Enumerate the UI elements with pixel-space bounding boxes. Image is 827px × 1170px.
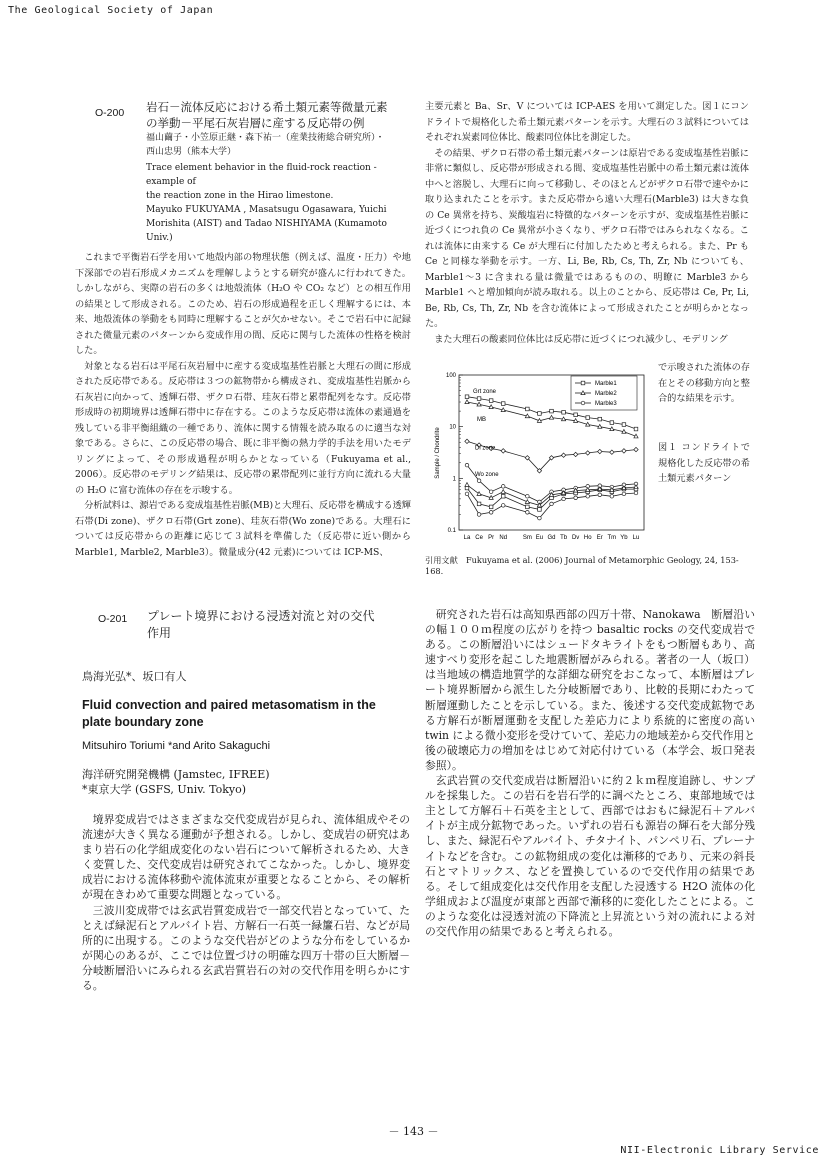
- authors-en: Morishita (AIST) and Tadao NISHIYAMA (Kumamoto Univ.): [146, 219, 387, 243]
- data-point: [561, 453, 565, 457]
- paragraph: その結果、ザクロ石帯の希土類元素パターンは原岩である変成塩基性岩脈に非常に類似し、反応帯が形成される間、変成塩基性岩脈中の希土類元素は流体中へと溶脱し、大理石に向って移動し、そのほとんどがザクロ石帯で速やかに取り込まれたことを示す。また反応帯から遠い大理石(Marble3) は大きな負の Ce 異常を持ち、炭酸塩岩に特徴的なパターンを示すが、変成塩基性岩脈に近づくにつれ負の Ce 異常が小さくなり、ザクロ石帯ではみられなくなる。これは流体に由来する Ce が大理石に付加したためと考えられる。また、Pr も Ce と同様な挙動を示す。一方、Li, Be, Rb, Cs, Th, Zr, Nb についても、Marble1～3 に含まれる量は微量ではあるものの、明瞭に Marble3 から Marble1 へと増加傾向が読み取れる。以上のことから、反応帯は Ce, Pr, Li, Be, Rb, Cs, Th, Zr, Nb を含む流体によって形成されたことが明らかとなった。: [425, 147, 749, 329]
- x-tick-label: Yb: [620, 535, 628, 541]
- data-point: [634, 491, 638, 495]
- x-tick-label: Lu: [632, 535, 640, 541]
- title-jp-line: プレート境界における浸透対流と対の交代: [147, 609, 375, 623]
- data-point: [465, 492, 469, 496]
- data-point: [465, 395, 469, 399]
- affiliation: *東京大学 (GSFS, Univ. Tokyo): [82, 783, 247, 796]
- data-point: [526, 407, 530, 411]
- data-point: [501, 449, 505, 453]
- data-point: [501, 402, 505, 406]
- paragraph: 玄武岩質の交代変成岩は断層沿いに約２ｋｍ程度追跡し、サンプルを採集した。この岩石を岩石学的に調べたところ、東部地域では主として方解石＋石英を主として、西部ではおもに緑泥石＋アルバイトが主成分鉱物であった。いずれの岩石も源岩の輝石を大部分残し、また、緑泥石やアルバイト、チタナイト、パンペリ石、プレーナイトなどを含む。この鉱物組成の変化は漸移的であり、元来の斜長石とマトリックス、などを置換しているので交代作用の結果である。そして組成変化は交代作用を支配した浸透する H2O 流体の化学組成および温度が東部と西部で漸移的に変化したことによる。このような変化は浸透対流の下降流と上昇流という対の流れによる対の交代作用の結果であると考えられる。: [425, 774, 755, 938]
- x-tick-label: Ho: [583, 535, 592, 541]
- paragraph: 研究された岩石は高知県西部の四万十帯、Nanokawa 断層沿いの幅１００ｍ程度の広がりを持つ basaltic rocks の交代変成岩である。この断層沿いにはシュードタキライトをもつ断層もあり、高速すべり変形を起こした地震断層がみられる。著者の一人（坂口）は当地域の構造地質学的な詳細な研究をおこなって、本断層はプレート境界断層から派生した分岐断層であり、比較的長期にわたって断層運動したことを示している。また、後述する交代変成鉱物である方解石が断層運動を支配した差応力により系統的に密度の高い twin による微小変形を受けていて、差応力の地域差から交代作用と後の破壊応力の増加をはじめて対応付けている（本学会、坂口発表参照）。: [425, 608, 755, 772]
- y-tick-label: 1: [452, 476, 456, 483]
- data-point: [477, 479, 481, 483]
- y-tick-label: 10: [449, 424, 456, 431]
- x-tick-label: Nd: [499, 535, 508, 541]
- legend-entry: Marble2: [595, 391, 617, 397]
- data-point: [501, 494, 505, 498]
- data-point: [489, 511, 493, 515]
- x-tick-label: Tb: [560, 535, 568, 541]
- title-jp-line: の挙動－平尾石灰岩層に産する反応帯の例: [146, 116, 365, 130]
- data-point: [573, 452, 577, 456]
- data-point: [465, 483, 469, 487]
- zone-label: Wo zone: [475, 472, 499, 479]
- left-column-body: [82, 812, 410, 993]
- data-point: [526, 505, 530, 509]
- library-footer: NII-Electronic Library Service: [620, 1145, 819, 1156]
- authors-en: Mitsuhiro Toriumi *and Arito Sakaguchi: [82, 740, 271, 752]
- legend-entry: Marble3: [595, 401, 617, 407]
- paragraph: 分析試料は、源岩である変成塩基性岩脈(MB)と大理石、反応帯を構成する透輝石帯(Di zone)、ザクロ石帯(Grt zone)、珪灰石帯(Wo zone)である。大理石については反応帯からの距離に応じて３試料を準備した（反応帯に近い側から Marble1, Marble2, Marble3）。微量成分(42 元素)については ICP-MS、: [75, 500, 411, 558]
- x-tick-label: Er: [596, 535, 603, 541]
- data-point: [549, 415, 553, 419]
- paragraph: 主要元素と Ba、Sr、V については ICP-AES を用いて測定した。図１にコンドライトで規格化した希土類元素パターンを示す。大理石の３試料については それぞれ炭素同位体比、酸素同位体比を測定した。: [425, 101, 749, 143]
- data-point: [598, 493, 602, 497]
- y-axis-ticks: [446, 373, 463, 534]
- title-en: Trace element behavior in the fluid-rock reaction - example of: [146, 163, 377, 187]
- title-en-line: plate boundary zone: [82, 715, 204, 729]
- paragraph: で示唆された流体の存在とその移動方向と整合的な結果を示す。: [658, 362, 750, 404]
- affiliations: [82, 767, 270, 797]
- figure-caption: [658, 440, 750, 487]
- series-lines: [465, 395, 638, 520]
- data-point: [501, 504, 505, 508]
- data-point: [477, 397, 481, 401]
- data-point: [574, 413, 578, 417]
- ree-chart: [425, 365, 655, 550]
- page-number: － 143 －: [388, 1125, 439, 1138]
- affiliation: 海洋研究開発機構 (Jamstec, IFREE): [82, 768, 270, 781]
- y-axis-label: Sample / Chondrite: [435, 427, 441, 479]
- title-en-line: Fluid convection and paired metasomatism in the: [82, 698, 376, 712]
- paragraph: 対象となる岩石は平尾石灰岩層中に産する変成塩基性岩脈と大理石の間に形成された反応帯である。反応帯は３つの鉱物帯から構成され、変成塩基性岩脈から石灰岩に向かって、透輝石帯、ザクロ石帯、珪灰石帯と累帯配列をなす。反応帯形成時の初期境界は透輝石帯中に存在する。このような反応帯は流体の素通過を残している非平衡組織の一種であり、流体に関する情報を読み取るのに適当な対象である。さらに、この反応帯の場合、既に非平衡の熱力学的手法を用いたモデリングによって、その形成過程が明らかとなっている（Fukuyama et al., 2006）。反応帯のモデリング結果は、反応帯の累帯配列に並行方向に流れる大量の H₂O に富む流体の存在を示唆する。: [75, 360, 411, 496]
- data-point: [465, 463, 469, 467]
- data-point: [634, 427, 638, 431]
- title-jp-line: 岩石－流体反応における希土類元素等微量元素: [146, 100, 388, 114]
- x-tick-label: Sm: [522, 535, 532, 541]
- x-tick-label: Eu: [535, 535, 544, 541]
- title-jp-line: 作用: [147, 626, 172, 640]
- data-point: [526, 494, 530, 498]
- data-point: [581, 401, 585, 405]
- series-line: [465, 439, 638, 473]
- data-point: [598, 417, 602, 421]
- data-point: [586, 416, 590, 420]
- data-point: [610, 421, 614, 425]
- left-column-body: [75, 250, 411, 560]
- society-header: The Geological Society of Japan: [8, 5, 214, 16]
- data-point: [465, 400, 469, 404]
- data-point: [581, 381, 585, 385]
- zone-label: Di zone: [475, 445, 496, 452]
- data-point: [489, 399, 493, 403]
- data-point: [526, 511, 530, 515]
- data-point: [610, 450, 614, 454]
- caption-text: 図１ コンドライトで規格化した反応帯の希土類元素パターン: [658, 442, 750, 484]
- x-axis-ticks: [464, 535, 640, 541]
- data-point: [489, 505, 493, 509]
- data-point: [622, 492, 626, 496]
- title-en: the reaction zone in the Hirao limestone.: [146, 191, 334, 201]
- data-point: [622, 423, 626, 427]
- abstract-number: O-201: [98, 613, 128, 625]
- data-point: [622, 449, 626, 453]
- right-column-body: [425, 99, 749, 347]
- x-tick-label: Ce: [475, 535, 483, 541]
- zone-label: MB: [477, 416, 486, 423]
- x-tick-label: Dv: [571, 535, 580, 541]
- data-point: [501, 490, 505, 494]
- data-point: [477, 492, 481, 496]
- data-point: [538, 508, 542, 512]
- data-point: [634, 447, 638, 451]
- y-tick-label: 0.1: [447, 528, 456, 534]
- abstract-heading: [146, 99, 406, 245]
- data-point: [465, 486, 469, 490]
- chart-annotations: [473, 389, 499, 478]
- data-point: [477, 513, 481, 517]
- authors-en: Mayuko FUKUYAMA , Masatsugu Ogasawara, Yuichi: [146, 205, 387, 215]
- data-point: [477, 502, 481, 506]
- abstract-heading: [147, 608, 412, 642]
- paragraph: また大理石の酸素同位体比は反応帯に近づくにつれ減少し、モデリング: [434, 333, 728, 345]
- data-point: [562, 410, 566, 414]
- data-point: [501, 485, 505, 489]
- chart-legend: [571, 376, 637, 410]
- paragraph: 境界変成岩ではさまざまな交代変成岩が見られ、流体組成やその流速が大きく異なる運動が予想される。しかし、変成岩の研究はあまり岩石の化学組成変化のない岩石について解析されるため、大きく変質した、交代変成岩は研究されてこなかった。しかし、境界変成岩における流体移動や流体流束が重要となることから、その解析が現在きわめて重要な問題となっている。: [82, 813, 410, 902]
- data-point: [538, 412, 542, 416]
- x-tick-label: La: [463, 535, 471, 541]
- reference: 引用文献 Fukuyama et al. (2006) Journal of Metamorphic Geology, 24, 153-168.: [425, 555, 739, 576]
- paragraph: 三波川変成帯では玄武岩質変成岩で一部交代岩となっていて、たとえば緑泥石とアルバイト岩、方解石一石英一緑簾石岩、などが局所的に出現する。このような交代岩がどのような分布をしているかが関心のあるが、ここでは位置づけの明確な四万十帯の巨大断層－分岐断層沿いにみられる玄武岩質岩石の対の交代作用を明らかにする。: [82, 903, 410, 993]
- abstract-number: O-200: [95, 107, 125, 119]
- paragraph: これまで平衡岩石学を用いて地殻内部の物理状態（例えば、温度・圧力）や地下深部での岩石形成メカニズムを理解しようとする研究が盛んに行われてきた。しかしながら、実際の岩石の多くは地殻流体（H₂O や CO₂ など）との相互作用の結果として形成される。このため、岩石の形成過程を正しく理解するには、本来、地殻流体の挙動をも同時に理解することが欠かせない。そこで岩石中に記録された微量元素のパターンから変成作用の間、反応に関与した流体の性格を検討した。: [75, 252, 411, 356]
- y-tick-label: 100: [445, 373, 456, 379]
- data-point: [598, 449, 602, 453]
- authors-jp: 西山忠男（熊本大学）: [146, 147, 237, 157]
- x-tick-label: Tm: [607, 535, 617, 541]
- x-tick-label: Gd: [547, 535, 556, 541]
- data-point: [562, 497, 566, 501]
- data-point: [550, 502, 554, 506]
- data-point: [574, 496, 578, 500]
- title-en: [82, 697, 422, 731]
- side-text: [658, 360, 750, 407]
- data-point: [489, 490, 493, 494]
- authors-jp: 福山繭子・小笠原正継・森下祐一（産業技術総合研究所）・: [146, 133, 385, 143]
- legend-entry: Marble1: [595, 381, 617, 387]
- zone-label: Grt zone: [473, 388, 497, 395]
- data-point: [610, 494, 614, 498]
- right-column-body: [425, 607, 755, 939]
- data-point: [538, 516, 542, 520]
- data-point: [586, 451, 590, 455]
- data-point: [465, 439, 469, 443]
- data-point: [550, 409, 554, 413]
- data-point: [586, 494, 590, 498]
- authors-jp: 鳥海光弘*、坂口有人: [82, 670, 187, 683]
- x-tick-label: Pr: [488, 535, 495, 541]
